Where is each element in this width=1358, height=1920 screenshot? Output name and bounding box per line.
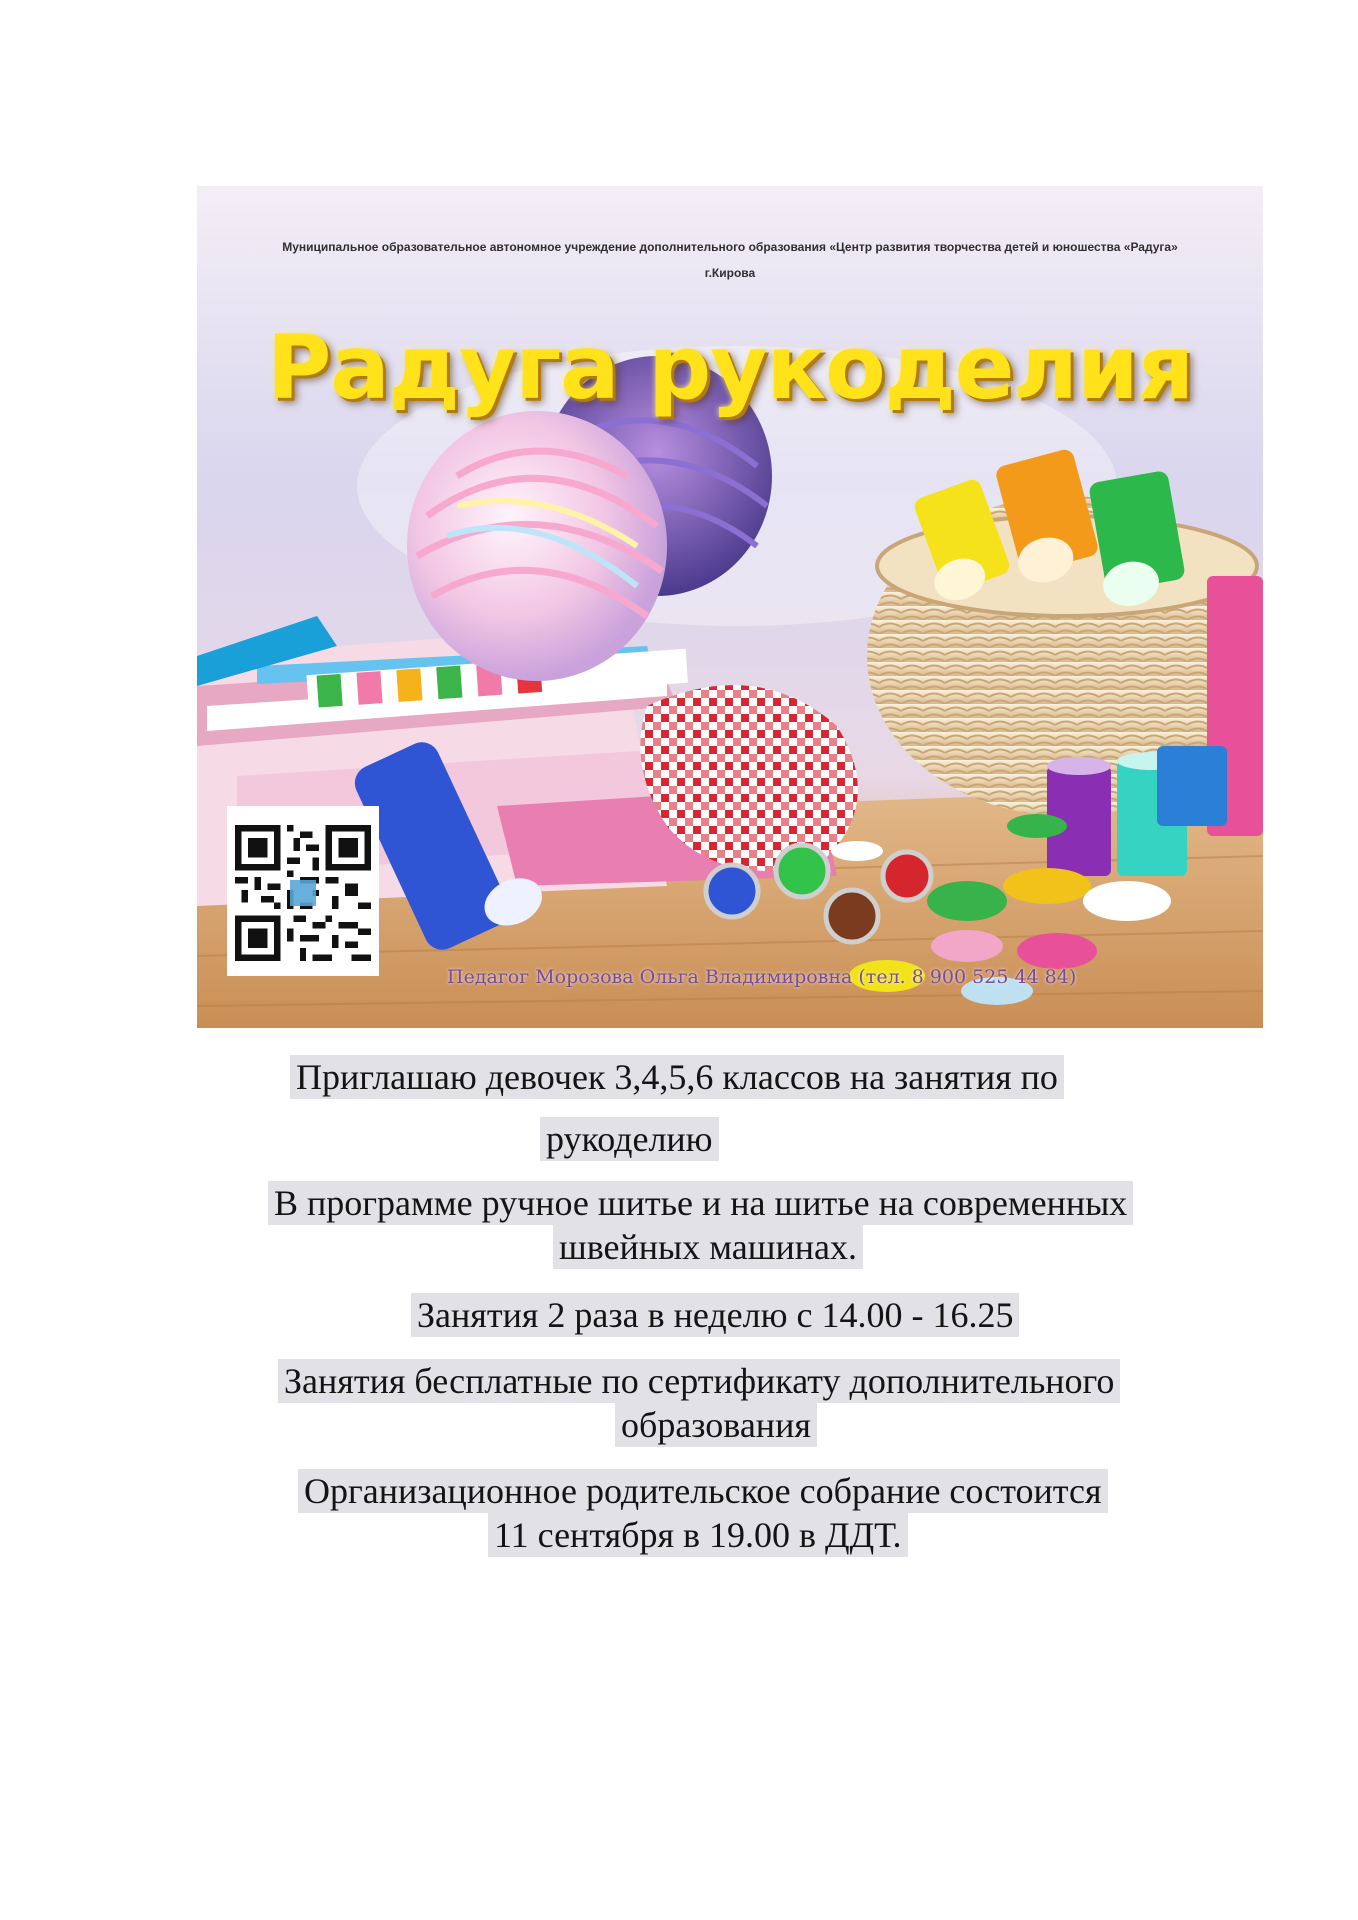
qr-code-pattern: [235, 820, 371, 966]
qr-code: [227, 806, 379, 976]
banner-image: [197, 186, 1263, 1028]
text-line: Занятия бесплатные по сертификату дополнительного: [278, 1359, 1120, 1403]
text-line: Занятия 2 раза в неделю с 14.00 - 16.25: [411, 1293, 1019, 1337]
text-line: 11 сентября в 19.00 в ДДТ.: [488, 1513, 908, 1557]
text-line: Приглашаю девочек 3,4,5,6 классов на занятия по: [290, 1055, 1064, 1099]
text-line: швейных машинах.: [553, 1225, 863, 1269]
text-line: рукоделию: [540, 1117, 719, 1161]
banner-headline: Радуга рукоделия: [266, 316, 1194, 419]
organization-city: г.Кирова: [704, 266, 756, 280]
text-line: образования: [615, 1403, 817, 1447]
organization-name: [197, 234, 1263, 286]
text-line: В программе ручное шитье и на шитье на современных: [268, 1181, 1133, 1225]
teacher-contact: Педагог Морозова Ольга Владимировна (тел. 8 900 525 44 84): [447, 966, 1077, 988]
organization-line: Муниципальное образовательное автономное учреждение дополнительного образования «Центр развития творчества детей и юношества «Радуга»: [282, 240, 1178, 254]
text-line: Организационное родительское собрание состоится: [298, 1469, 1108, 1513]
